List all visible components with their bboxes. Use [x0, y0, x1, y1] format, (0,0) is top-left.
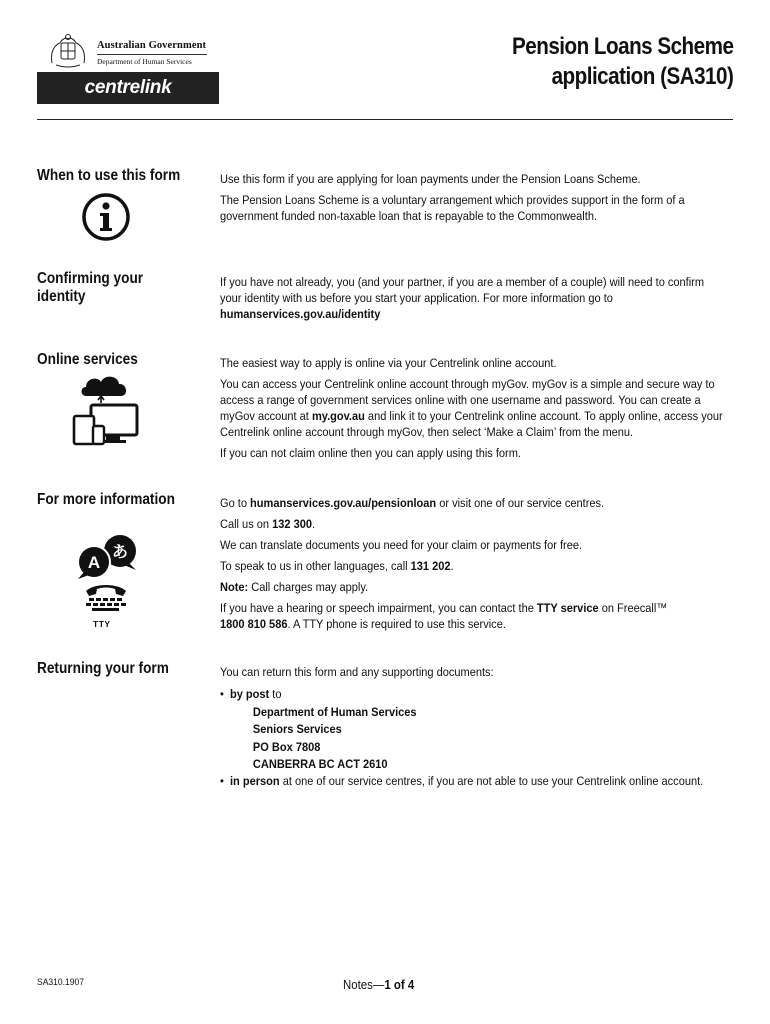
online-text-a: You can access your Centrelink online account through myGov. myGov is a simple and secure way to access a range of government services online with one username and password. You can create a myGov account at	[220, 377, 715, 423]
section-body-identity	[220, 274, 736, 327]
when-paragraph-2: The Pension Loans Scheme is a voluntary arrangement which provides support in the form of a government funded non-taxable loan that is repayable to the Commonwealth.	[220, 193, 685, 223]
tty-text-a: If you have a hearing or speech impairment, you can contact the	[220, 601, 534, 615]
form-code-footer: SA310.1907	[37, 977, 85, 988]
info-call-text: Call us on	[220, 517, 270, 531]
section-heading-online: Online services	[37, 351, 138, 368]
tty-phone-icon	[80, 583, 132, 619]
returning-bullet-post: • by post to	[220, 687, 282, 702]
form-title-word: application	[551, 63, 655, 90]
government-divider	[97, 54, 207, 55]
page-prefix: Notes—	[343, 977, 385, 992]
form-title-line1: Pension Loans Scheme	[511, 33, 733, 60]
translation-icon-latin: A	[87, 553, 101, 572]
phone-number-languages: 131 202	[410, 559, 451, 573]
address-line-4: CANBERRA BC ACT 2610	[252, 757, 388, 772]
section-heading-when: When to use this form	[37, 167, 181, 184]
info-visit-text: or visit one of our service centres.	[439, 496, 605, 510]
info-note	[220, 579, 736, 595]
address-line-3: PO Box 7808	[252, 739, 321, 754]
tty-text-d: . A TTY phone is required to use this service.	[287, 617, 506, 631]
by-post-text: to	[272, 687, 282, 702]
returning-bullet-person: • in person at one of our service centres, if you are not able to use your Centrelink online account.	[220, 774, 704, 789]
centrelink-logo: centrelink	[84, 77, 172, 98]
info-paragraph-1	[220, 495, 736, 511]
phone-number-tty: 1800 810 586	[220, 617, 288, 631]
section-heading-info: For more information	[37, 491, 175, 508]
translation-icon	[76, 534, 140, 580]
by-post-label: by post	[229, 687, 270, 702]
online-paragraph-2	[220, 376, 734, 440]
section-body-when	[220, 171, 736, 229]
phone-number-main: 132 300	[272, 517, 312, 531]
section-heading-returning: Returning your form	[37, 660, 169, 677]
section-body-returning	[220, 664, 736, 791]
note-text: Call charges may apply.	[251, 580, 369, 594]
in-person-label: in person	[229, 774, 280, 789]
section-body-online	[220, 355, 736, 466]
info-languages-text: To speak to us in other languages, call	[220, 559, 408, 573]
mygov-link[interactable]: my.gov.au	[311, 409, 365, 423]
note-label: Note:	[220, 580, 249, 594]
section-body-info	[220, 495, 736, 637]
government-name: Australian Government	[97, 40, 207, 51]
header-divider	[37, 119, 733, 120]
when-paragraph-1: Use this form if you are applying for loan payments under the Pension Loans Scheme.	[220, 172, 641, 186]
online-paragraph-1: The easiest way to apply is online via your Centrelink online account.	[220, 356, 557, 370]
returning-paragraph: You can return this form and any supporting documents:	[220, 665, 494, 679]
tty-label: TTY	[93, 619, 111, 629]
section-heading-identity: Confirming your identity	[37, 270, 144, 305]
coat-of-arms-icon	[44, 33, 92, 69]
form-title-line2	[551, 63, 733, 91]
info-call-end: .	[311, 517, 316, 531]
tty-text-c: on Freecall™	[601, 601, 668, 615]
page-indicator	[343, 977, 414, 992]
address-line-2: Seniors Services	[252, 722, 342, 737]
department-name: Department of Human Services	[97, 57, 192, 66]
in-person-text: at one of our service centres, if you are not able to use your Centrelink online account.	[282, 774, 704, 789]
info-icon	[81, 192, 131, 242]
pensionloan-link[interactable]: humanservices.gov.au/pensionloan	[250, 496, 437, 510]
info-goto-text: Go to	[220, 496, 247, 510]
translation-icon-japanese: あ	[111, 542, 129, 561]
online-devices-icon	[72, 372, 140, 446]
identity-paragraph	[220, 274, 718, 322]
page-number: 1 of 4	[384, 977, 415, 992]
online-paragraph-3: If you can not claim online then you can apply using this form.	[220, 446, 521, 460]
info-paragraph-tty	[220, 600, 732, 632]
info-paragraph-2	[220, 516, 736, 532]
online-text-b: and link it to your Centrelink online account. To apply online, access your Centrelink online account through myGov, then select ‘Make a Claim’ from the menu.	[220, 409, 723, 439]
tty-service: TTY service	[536, 601, 599, 615]
form-code: (SA310)	[659, 63, 733, 90]
address-line-1: Department of Human Services	[252, 704, 417, 719]
identity-link[interactable]: humanservices.gov.au/identity	[220, 307, 381, 321]
info-paragraph-3: We can translate documents you need for your claim or payments for free.	[220, 538, 583, 552]
identity-text: If you have not already, you (and your partner, if you are a member of a couple) will need to confirm your identity with us before you start your application. For more information go to	[220, 275, 705, 305]
info-languages-end: .	[450, 559, 454, 573]
info-paragraph-4	[220, 558, 736, 574]
